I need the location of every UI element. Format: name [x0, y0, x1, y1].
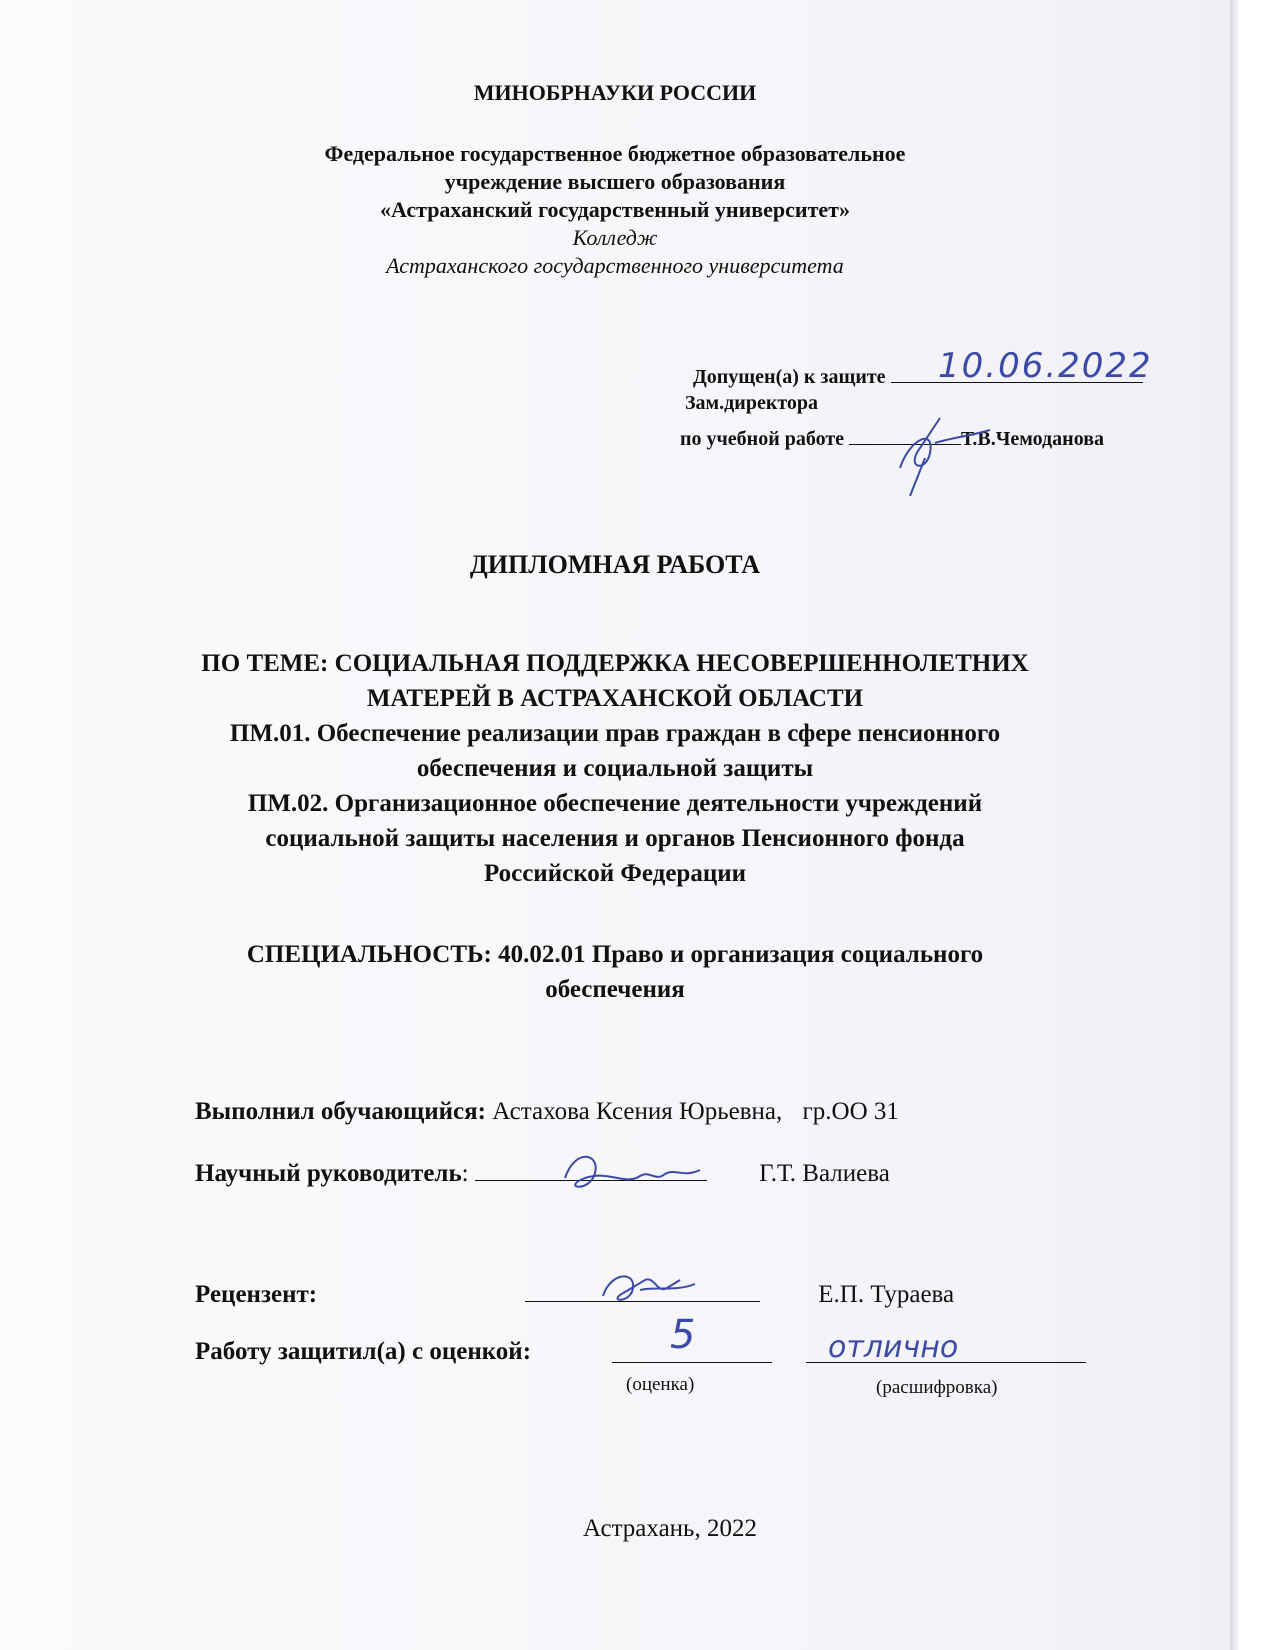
specialty-line-1: СПЕЦИАЛЬНОСТЬ: 40.02.01 Право и организация социального — [246, 941, 984, 968]
org-line-2: учреждение высшего образования — [444, 169, 786, 194]
reviewer-signature — [595, 1268, 705, 1313]
topic-block — [0, 646, 1230, 891]
reviewer-name: Е.П. Тураева — [818, 1281, 955, 1308]
grade-row — [195, 1338, 531, 1366]
supervisor-signature — [555, 1148, 715, 1198]
author-row — [195, 1098, 899, 1126]
director-name: Т.В.Чемоданова — [961, 428, 1104, 450]
grade-caption: (оценка) — [626, 1374, 695, 1395]
grade-label: Работу защитил(а) с оценкой: — [195, 1338, 532, 1365]
pm02-line-2: социальной защиты населения и органов Пенсионного фонда — [265, 825, 965, 852]
author-name: Астахова Ксения Юрьевна, — [492, 1098, 783, 1125]
author-group: гр.ОО 31 — [802, 1098, 899, 1125]
page-edge-shadow — [1230, 0, 1238, 1650]
reviewer-row — [195, 1281, 317, 1309]
position-line-2: по учебной работе — [680, 428, 845, 450]
pm02-line-3: Российской Федерации — [483, 860, 747, 887]
decode-caption: (расшифровка) — [876, 1377, 998, 1398]
supervisor-colon: : — [461, 1160, 469, 1187]
author-label: Выполнил обучающийся: — [195, 1098, 486, 1125]
admitted-date-handwritten: 10.06.2022 — [938, 346, 1153, 386]
topic-line-2: МАТЕРЕЙ В АСТРАХАНСКОЙ ОБЛАСТИ — [366, 685, 864, 712]
pm02-line-1: ПМ.02. Организационное обеспечение деятельности учреждений — [247, 790, 983, 817]
topic-line-1: ПО ТЕМЕ: СОЦИАЛЬНАЯ ПОДДЕРЖКА НЕСОВЕРШЕННОЛЕТНИХ — [201, 650, 1029, 677]
org-line-3: «Астраханский государственный университет» — [380, 197, 850, 222]
reviewer-signature-area — [525, 1281, 954, 1309]
specialty-line-2: обеспечения — [545, 976, 685, 1003]
pm01-line-1: ПМ.01. Обеспечение реализации прав граждан в сфере пенсионного — [229, 720, 1001, 747]
grade-text-handwritten: отлично — [828, 1330, 959, 1365]
admitted-label: Допущен(а) к защите — [693, 366, 886, 388]
director-signature — [880, 408, 1000, 498]
position-line-1: Зам.директора — [685, 392, 819, 414]
college-line-1: Колледж — [572, 225, 658, 250]
supervisor-row — [195, 1160, 890, 1188]
specialty-block — [0, 937, 1230, 1007]
organization-block — [0, 140, 1230, 280]
grade-value-handwritten: 5 — [670, 1312, 696, 1358]
supervisor-label: Научный руководитель — [195, 1160, 462, 1187]
pm01-line-2: обеспечения и социальной защиты — [416, 755, 814, 782]
college-line-2: Астраханского государственного университета — [386, 253, 844, 278]
org-line-1: Федеральное государственное бюджетное образовательное — [324, 141, 906, 166]
supervisor-name: Г.Т. Валиева — [759, 1160, 890, 1187]
city-year: Астрахань, 2022 — [583, 1515, 757, 1542]
ministry-heading: МИНОБРНАУКИ РОССИИ — [473, 80, 757, 105]
document-type-title: ДИПЛОМНАЯ РАБОТА — [469, 550, 761, 579]
reviewer-label: Рецензент: — [195, 1281, 318, 1308]
